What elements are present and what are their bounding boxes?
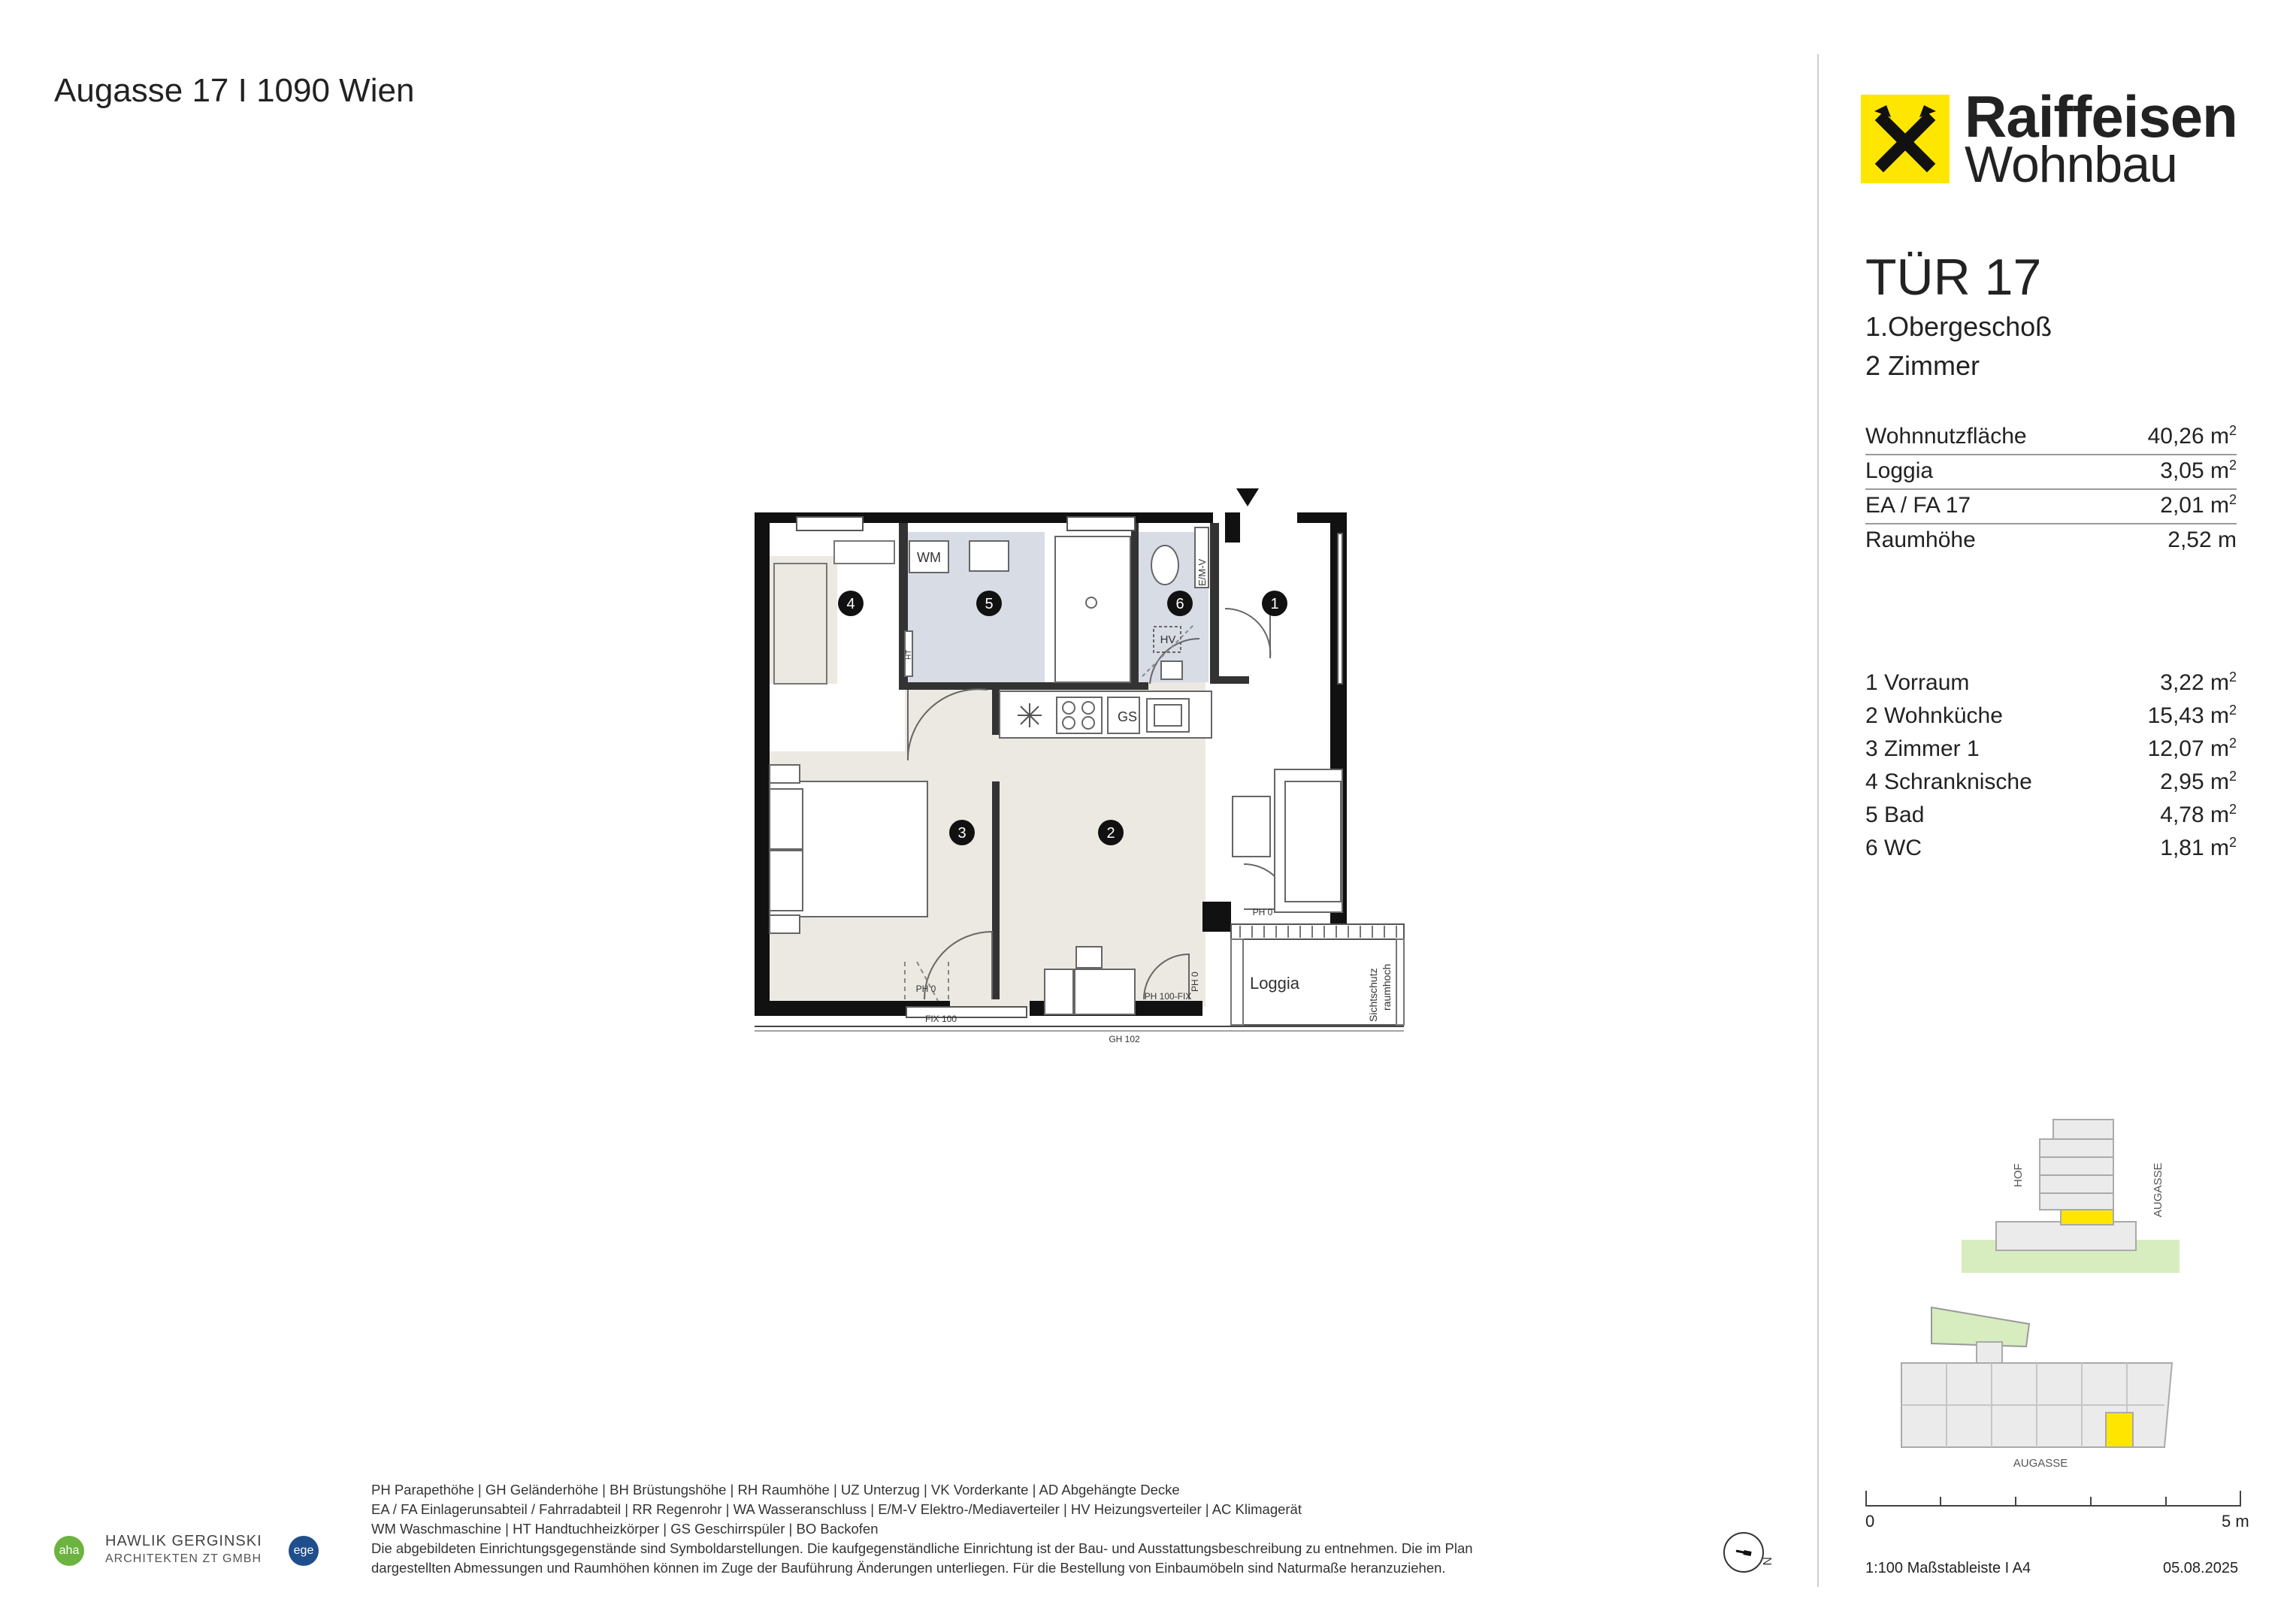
legend-line: dargestellten Abmessungen und Raumhöhen können im Zuge der Bauführung Änderungen unterliegen. Für die Bestellung von Einbaumöbeln sind Naturmaße heranzuziehen. bbox=[371, 1560, 1446, 1576]
svg-text:4: 4 bbox=[846, 596, 855, 612]
room-label: 2 Wohnküche bbox=[1865, 703, 2003, 728]
sichtschutz-label: Sichtschutz bbox=[1367, 968, 1379, 1022]
area-label: EA / FA 17 bbox=[1865, 493, 1971, 518]
entrance-arrow-icon bbox=[1236, 488, 1259, 506]
area-row bbox=[1865, 490, 2237, 524]
room-marker bbox=[1167, 591, 1193, 616]
area-row bbox=[1865, 524, 2237, 558]
scale-start-label: 0 bbox=[1865, 1512, 1875, 1531]
room-marker bbox=[949, 820, 975, 845]
legend-line: EA / FA Einlagerunsabteil / Fahrradabteil | RR Regenrohr | WA Wasseranschluss | E/M-V Elektro-/Mediaverteiler | HV Heizungsverteiler | AC Klimagerät bbox=[371, 1501, 1302, 1517]
unit-highlight bbox=[2106, 1413, 2133, 1447]
room-row bbox=[1865, 700, 2237, 733]
floor-plan bbox=[744, 481, 1420, 1097]
logo-wordmark-line2: Wohnbau bbox=[1965, 136, 2177, 193]
room-area: 1,81 $m^2$ bbox=[2160, 835, 2237, 860]
raumhoch-label: raumhoch bbox=[1381, 963, 1393, 1011]
unit-highlight bbox=[2061, 1210, 2113, 1225]
area-label: Loggia bbox=[1865, 458, 1934, 483]
room-area: 12,07 $m^2$ bbox=[2147, 736, 2237, 761]
sink-icon bbox=[970, 541, 1009, 571]
hof-label: HOF bbox=[2012, 1163, 2025, 1187]
site-elevation-diagram bbox=[1939, 1105, 2180, 1277]
architect-subtitle: ARCHITEKTEN ZT GMBH bbox=[105, 1552, 262, 1565]
room-area: 3,22 $m^2$ bbox=[2160, 669, 2237, 695]
dining-table bbox=[1075, 969, 1135, 1014]
augasse-label: AUGASSE bbox=[2013, 1457, 2068, 1470]
room-area: 15,43 $m^2$ bbox=[2147, 703, 2237, 728]
room-marker bbox=[1098, 820, 1124, 845]
ph-label: PH 0 bbox=[915, 984, 936, 994]
architect-name: HAWLIK GERGINSKI bbox=[105, 1533, 262, 1549]
bed-icon bbox=[770, 765, 927, 933]
room-row bbox=[1865, 766, 2237, 799]
room-row bbox=[1865, 733, 2237, 766]
area-row bbox=[1865, 455, 2237, 490]
unit-floor: 1.Obergeschoß bbox=[1865, 311, 2052, 342]
area-value: 2,01 $m^2$ bbox=[2160, 492, 2237, 518]
room-label: 1 Vorraum bbox=[1865, 670, 1970, 695]
ph-label: PH 100-FIX bbox=[1144, 991, 1192, 1002]
unit-title: TÜR 17 bbox=[1865, 249, 2042, 306]
fix-label: FIX 100 bbox=[924, 1014, 957, 1024]
scale-note: 1:100 Maßstableiste I A4 bbox=[1865, 1560, 2031, 1576]
svg-text:1: 1 bbox=[1270, 596, 1279, 612]
room-label: 3 Zimmer 1 bbox=[1865, 736, 1980, 761]
site-plan-diagram bbox=[1879, 1300, 2195, 1473]
raiffeisen-logo-icon bbox=[1861, 95, 1950, 183]
svg-text:3: 3 bbox=[957, 825, 966, 842]
legend-line: PH Parapethöhe | GH Geländerhöhe | BH Brüstungshöhe | RH Raumhöhe | UZ Unterzug | VK Vorderkante | AD Abgehängte Decke bbox=[371, 1482, 1180, 1498]
wm-label: WM bbox=[917, 550, 941, 565]
area-value: 3,05 $m^2$ bbox=[2160, 458, 2237, 483]
area-label: Raumhöhe bbox=[1865, 527, 1976, 552]
side-table bbox=[1233, 796, 1270, 857]
room-label: 5 Bad bbox=[1865, 802, 1925, 827]
room-label: 4 Schranknische bbox=[1865, 769, 2032, 794]
north-arrow-icon bbox=[1721, 1530, 1774, 1575]
svg-text:5: 5 bbox=[985, 596, 994, 612]
unit-rooms: 2 Zimmer bbox=[1865, 350, 1980, 381]
room-row bbox=[1865, 833, 2237, 866]
north-label: N bbox=[1760, 1557, 1773, 1566]
shower-icon bbox=[1055, 536, 1130, 682]
room-marker bbox=[976, 591, 1002, 616]
scale-end-label: 5 m bbox=[2222, 1512, 2249, 1531]
plan-date: 05.08.2025 bbox=[2163, 1560, 2239, 1576]
room-marker bbox=[1262, 591, 1287, 616]
room-area: 4,78 $m^2$ bbox=[2160, 802, 2237, 827]
area-value: 2,52 m bbox=[2167, 527, 2237, 552]
svg-text:6: 6 bbox=[1175, 596, 1184, 612]
hv-label: HV bbox=[1160, 633, 1176, 646]
svg-text:2: 2 bbox=[1106, 825, 1115, 842]
gs-label: GS bbox=[1117, 709, 1138, 724]
vertical-divider bbox=[1817, 54, 1819, 1587]
logo-wordmark-line1: Raiffeisen bbox=[1965, 83, 2237, 150]
area-row bbox=[1865, 421, 2237, 455]
toilet-icon bbox=[1151, 546, 1178, 585]
room-area: 2,95 $m^2$ bbox=[2160, 769, 2237, 794]
emv-label: E/M-V bbox=[1196, 558, 1208, 586]
gh-label: GH 102 bbox=[1109, 1034, 1140, 1044]
room-row bbox=[1865, 667, 2237, 700]
loggia-label: Loggia bbox=[1249, 974, 1300, 993]
area-value: 40,26 $m^2$ bbox=[2147, 423, 2237, 449]
aha-logo: aha bbox=[54, 1536, 84, 1566]
oven-icon bbox=[1018, 703, 1042, 727]
ph-label: PH 0 bbox=[1252, 907, 1273, 917]
augasse-label-vertical: AUGASSE bbox=[2152, 1162, 2164, 1217]
address-title: Augasse 17 I 1090 Wien bbox=[54, 72, 415, 109]
room-label: 6 WC bbox=[1865, 836, 1922, 860]
room-row bbox=[1865, 799, 2237, 833]
legend-line: WM Waschmaschine | HT Handtuchheizkörper | GS Geschirrspüler | BO Backofen bbox=[371, 1521, 879, 1537]
ph-label: PH 0 bbox=[1190, 972, 1200, 992]
ht-label: HT bbox=[905, 649, 913, 660]
ege-logo: ege bbox=[289, 1536, 319, 1566]
room-marker bbox=[838, 591, 864, 616]
scale-bar bbox=[1865, 1489, 2241, 1510]
legend-line: Die abgebildeten Einrichtungsgegenstände sind Symboldarstellungen. Die kaufgegenständliche Einrichtung ist der Bau- und Ausstattungsbeschreibung zu entnehmen. Die im Plan bbox=[371, 1540, 1473, 1556]
area-label: Wohnnutzfläche bbox=[1865, 424, 2027, 449]
